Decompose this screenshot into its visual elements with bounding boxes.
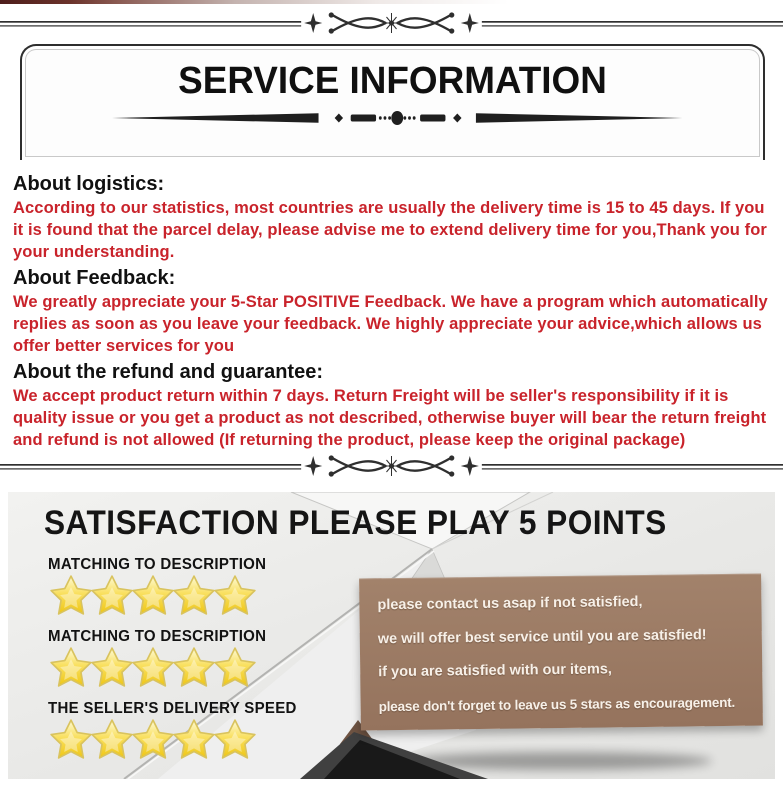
flourish-divider-icon [0, 448, 783, 484]
rating-label: MATCHING TO DESCRIPTION [48, 628, 267, 645]
top-residue-strip [0, 0, 783, 4]
about-section [13, 266, 775, 358]
service-message-lines [359, 574, 763, 724]
star-icon [130, 574, 176, 620]
star-icon [89, 646, 135, 692]
about-logistics-body: According to our statistics, most countries are usually the delivery time is 15 to 45 days. If you it is found that the parcel delay, please advise me to extend delivery time for you,Thank you for your understanding. [13, 199, 767, 261]
about-refund-heading: About the refund and guarantee: [13, 360, 323, 383]
service-information-panel [20, 44, 765, 160]
message-line: please don't forget to leave us 5 stars as encouragement. [378, 694, 736, 714]
message-line: if you are satisfied with our items, [378, 661, 612, 681]
star-icon [171, 718, 217, 764]
star-icon [89, 574, 135, 620]
star-icon [171, 646, 217, 692]
about-feedback-body: We greatly appreciate your 5-Star POSITIVE Feedback. We have a program which automatically replies as soon as you leave your feedback. We highly appreciate your advice,which allows us offer better services for you [13, 292, 768, 355]
message-line: please contact us asap if not satisfied, [377, 594, 643, 614]
five-star-rating [48, 574, 304, 622]
star-icon [212, 718, 258, 764]
five-star-rating [48, 646, 304, 694]
star-icon [48, 646, 94, 692]
about-section [13, 172, 775, 264]
ornament-divider-icon [63, 107, 723, 129]
star-icon [48, 718, 94, 764]
about-feedback-heading: About Feedback: [13, 266, 176, 289]
about-section [13, 360, 775, 452]
message-line: we will offer best service until you are satisfied! [377, 626, 707, 647]
star-icon [130, 646, 176, 692]
rating-label: THE SELLER'S DELIVERY SPEED [48, 700, 297, 717]
star-icon [212, 574, 258, 620]
rating-block [48, 556, 304, 622]
rating-block [48, 628, 304, 694]
star-icon [48, 574, 94, 620]
about-refund-body: We accept product return within 7 days. Return Freight will be seller's responsibility if it is quality issue or you get a product as not described, otherwise buyer will bear the return freight and refund is not allowed (If returning the product, please keep the original package) [13, 386, 767, 449]
star-icon [171, 574, 217, 620]
satisfaction-title: SATISFACTION PLEASE PLAY 5 POINTS [44, 504, 667, 542]
star-icon [89, 718, 135, 764]
rating-block [48, 700, 304, 766]
about-text-block [13, 170, 775, 453]
service-message-panel [359, 574, 763, 731]
rating-label: MATCHING TO DESCRIPTION [48, 556, 267, 573]
satisfaction-section [8, 492, 775, 779]
about-logistics-heading: About logistics: [13, 173, 165, 195]
page-title: SERVICE INFORMATION [178, 60, 607, 102]
ratings-list [48, 550, 304, 766]
star-icon [212, 646, 258, 692]
star-icon [130, 718, 176, 764]
flourish-divider-icon [0, 5, 783, 41]
five-star-rating [48, 718, 304, 766]
